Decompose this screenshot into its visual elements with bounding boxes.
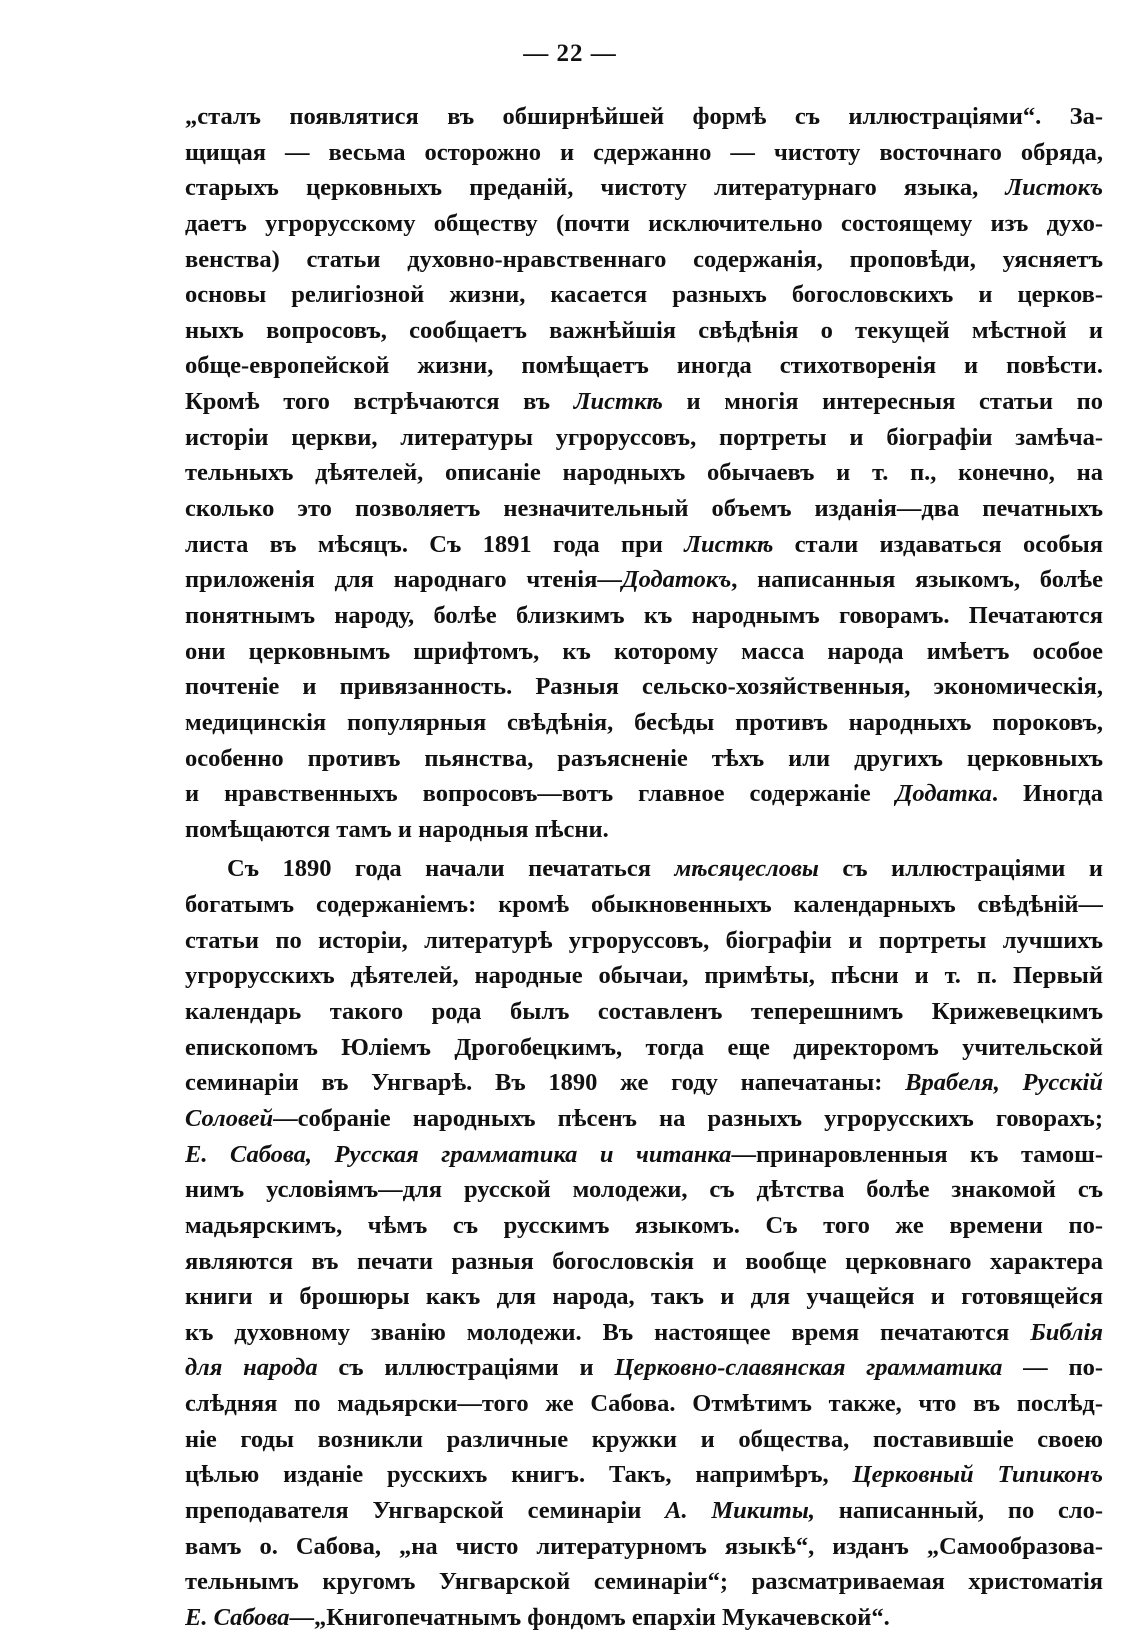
text-line xyxy=(185,1350,1103,1386)
text-segment: почтеніе и привязанность. Разныя сельско-хозяйственныя, экономическія, xyxy=(185,673,1103,701)
text-segment: богатымъ содержаніемъ: кромѣ обыкновенныхъ календарныхъ свѣдѣній— xyxy=(185,891,1103,919)
text-line xyxy=(185,1030,1103,1066)
text-segment: цѣлью изданіе русскихъ книгъ. Такъ, напримѣръ, xyxy=(185,1461,853,1489)
text-line xyxy=(185,812,1103,848)
italic-title: Церковно-славянская грамматика xyxy=(614,1354,1003,1382)
main-text xyxy=(185,99,1103,1636)
text-segment: исторіи церкви, литературы угроруссовъ, портреты и біографіи замѣча- xyxy=(185,423,1103,451)
text-line xyxy=(185,1457,1103,1493)
text-segment: „сталъ появлятися въ обширнѣйшей формѣ съ иллюстраціями“. За- xyxy=(185,103,1103,130)
text-segment: основы религіозной жизни, касается разныхъ богословскихъ и церков- xyxy=(185,281,1103,309)
text-segment: написанный, по сло- xyxy=(814,1496,1103,1524)
text-line xyxy=(185,1208,1103,1244)
text-line xyxy=(185,491,1103,527)
text-segment: —„Книгопечатнымъ фондомъ епархіи Мукачевской“. xyxy=(289,1603,890,1631)
text-line xyxy=(185,1137,1103,1173)
text-line xyxy=(185,277,1103,313)
text-segment: венства) статьи духовно-нравственнаго содержанія, проповѣди, уясняетъ xyxy=(185,245,1103,273)
text-line xyxy=(185,958,1103,994)
text-segment: мадьярскимъ, чѣмъ съ русскимъ языкомъ. Съ того же времени по- xyxy=(185,1211,1103,1239)
italic-title: для народа xyxy=(185,1354,318,1382)
text-line xyxy=(185,1172,1103,1208)
text-segment: особенно противъ пьянства, разъясненіе тѣхъ или другихъ церковныхъ xyxy=(185,744,1103,772)
text-line xyxy=(185,1101,1103,1137)
text-line xyxy=(185,135,1103,171)
text-segment: угрорусскихъ дѣятелей, народные обычаи, примѣты, пѣсни и т. п. Первый xyxy=(185,962,1103,990)
text-line xyxy=(185,527,1103,563)
text-line xyxy=(185,741,1103,777)
text-segment: семинаріи въ Унгварѣ. Въ 1890 же году напечатаны: xyxy=(185,1069,906,1097)
text-line xyxy=(185,1529,1103,1565)
italic-title: Церковный Типиконъ xyxy=(852,1461,1103,1489)
text-segment: медицинскія популярныя свѣдѣнія, бесѣды противъ народныхъ пороковъ, xyxy=(185,708,1103,736)
text-segment: тельныхъ дѣятелей, описаніе народныхъ обычаевъ и т. п., конечно, на xyxy=(185,459,1103,487)
text-segment: стали издаваться особыя xyxy=(773,530,1103,558)
page-number: — 22 — xyxy=(523,40,617,67)
text-line xyxy=(185,455,1103,491)
text-segment: обще-европейской жизни, помѣщаетъ иногда стихотворенія и повѣсти. xyxy=(185,352,1103,380)
italic-title: Додатокъ xyxy=(621,566,732,594)
text-line xyxy=(185,1386,1103,1422)
text-segment: календарь такого рода былъ составленъ теперешнимъ Крижевецкимъ xyxy=(185,998,1103,1026)
text-segment: . Иногда xyxy=(991,780,1103,808)
text-line xyxy=(185,562,1103,598)
text-line xyxy=(185,1422,1103,1458)
text-line xyxy=(185,994,1103,1030)
text-line xyxy=(185,705,1103,741)
italic-title: Врабеля, Русскій xyxy=(905,1069,1103,1097)
text-segment: вамъ о. Сабова, „на чисто литературномъ языкѣ“, изданъ „Самообразова- xyxy=(185,1532,1103,1560)
text-line xyxy=(185,923,1103,959)
italic-title: Додатка xyxy=(895,780,992,808)
text-line xyxy=(185,170,1103,206)
text-line xyxy=(185,669,1103,705)
italic-title: Е. Сабова, Русская грамматика и читанка xyxy=(185,1140,732,1168)
italic-title: Листкѣ xyxy=(684,530,774,558)
text-segment: съ иллюстраціями и xyxy=(818,855,1103,883)
italic-title: Библія xyxy=(1030,1318,1103,1346)
text-segment: ніе годы возникли различные кружки и общества, поставившіе своею xyxy=(185,1425,1103,1453)
text-segment: даетъ угрорусскому обществу (почти исключительно состоящему изъ духо- xyxy=(185,209,1103,237)
text-segment: епископомъ Юліемъ Дрогобецкимъ, тогда еще директоромъ учительской xyxy=(185,1033,1103,1061)
text-segment: , написанныя языкомъ, болѣе xyxy=(731,566,1103,594)
text-line xyxy=(185,1315,1103,1351)
paragraph xyxy=(185,851,1103,1635)
text-segment: являются въ печати разныя богословскія и вообще церковнаго характера xyxy=(185,1247,1103,1275)
text-segment: понятнымъ народу, болѣе близкимъ къ народнымъ говорамъ. Печатаются xyxy=(185,601,1103,629)
italic-title: Соловей xyxy=(185,1104,274,1132)
text-line xyxy=(185,1279,1103,1315)
text-segment: съ иллюстраціями и xyxy=(317,1354,615,1382)
text-segment: статьи по исторіи, литературѣ угроруссовъ, біографіи и портреты лучшихъ xyxy=(185,926,1103,954)
text-line xyxy=(185,206,1103,242)
text-line xyxy=(185,851,1103,887)
text-segment: и многія интересныя статьи по xyxy=(662,388,1103,416)
text-segment: Съ 1890 года начали печататься xyxy=(227,855,675,883)
text-line xyxy=(185,634,1103,670)
text-line xyxy=(185,384,1103,420)
text-segment: помѣщаются тамъ и народныя пѣсни. xyxy=(185,815,609,843)
italic-title: Е. Сабова xyxy=(185,1603,290,1631)
italic-title: А. Микиты, xyxy=(665,1496,815,1524)
text-line xyxy=(185,887,1103,923)
text-line xyxy=(185,1564,1103,1600)
text-segment: они церковнымъ шрифтомъ, къ которому масса народа имѣетъ особое xyxy=(185,637,1103,665)
text-segment: тельнымъ кругомъ Унгварской семинаріи“; разсматриваемая христоматія xyxy=(185,1568,1103,1596)
text-line xyxy=(185,1493,1103,1529)
text-segment: книги и брошюры какъ для народа, такъ и для учащейся и готовящейся xyxy=(185,1283,1103,1311)
text-segment: приложенія для народнаго чтенія— xyxy=(185,566,622,594)
text-segment: Кромѣ того встрѣчаются въ xyxy=(185,388,574,416)
text-segment: — по- xyxy=(1002,1354,1103,1382)
italic-title: Листкѣ xyxy=(573,388,663,416)
text-line xyxy=(185,776,1103,812)
text-segment: —принаровленныя къ тамош- xyxy=(731,1140,1103,1168)
text-line xyxy=(185,242,1103,278)
text-line xyxy=(185,313,1103,349)
text-line xyxy=(185,1244,1103,1280)
italic-title: Листокъ xyxy=(1005,174,1103,202)
text-line xyxy=(185,598,1103,634)
text-line xyxy=(185,348,1103,384)
text-segment: сколько это позволяетъ незначительный объемъ изданія—два печатныхъ xyxy=(185,495,1103,523)
text-segment: нимъ условіямъ—для русской молодежи, съ дѣтства болѣе знакомой съ xyxy=(185,1176,1103,1204)
text-segment: ныхъ вопросовъ, сообщаетъ важнѣйшія свѣдѣнія о текущей мѣстной и xyxy=(185,316,1103,344)
text-segment: листа въ мѣсяцъ. Съ 1891 года при xyxy=(185,530,685,558)
text-line xyxy=(185,1600,1103,1636)
text-segment: и нравственныхъ вопросовъ—вотъ главное содержаніе xyxy=(185,780,896,808)
paragraph xyxy=(185,99,1103,847)
text-line xyxy=(185,1065,1103,1101)
text-segment: къ духовному званію молодежи. Въ настоящее время печатаются xyxy=(185,1318,1031,1346)
text-line xyxy=(185,99,1103,135)
text-segment: слѣдняя по мадьярски—того же Сабова. Отмѣтимъ также, что въ послѣд- xyxy=(185,1390,1103,1418)
text-line xyxy=(185,420,1103,456)
text-segment: преподавателя Унгварской семинаріи xyxy=(185,1496,666,1524)
text-segment: старыхъ церковныхъ преданій, чистоту литературнаго языка, xyxy=(185,174,1006,202)
text-segment: —собраніе народныхъ пѣсенъ на разныхъ угрорусскихъ говорахъ; xyxy=(273,1104,1103,1132)
text-segment: щищая — весьма осторожно и сдержанно — чистоту восточнаго обряда, xyxy=(185,138,1103,166)
italic-title: мѣсяцесловы xyxy=(674,855,819,883)
